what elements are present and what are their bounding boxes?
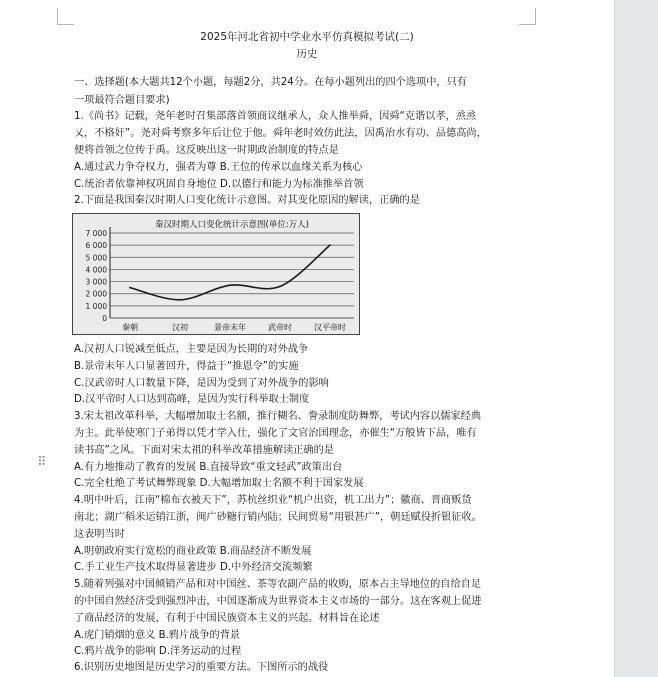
text-line: 5.随着列强对中国倾销产品和对中国丝、茶等农副产品的收购，原本占主导地位的自给自足 xyxy=(74,579,482,590)
text-line: 6.识别历史地图是历史学习的重要方法。下图所示的战役 xyxy=(74,662,329,673)
page-corner-marker xyxy=(57,8,74,25)
x-tick-label: 武帝时 xyxy=(268,323,292,332)
chart-title: 秦汉时期人口变化统计示意图(单位:万人) xyxy=(155,220,309,230)
option-line: B.景帝末年人口显著回升，得益于“推恩令”的实施 xyxy=(74,361,299,372)
option-line: A.虎门销烟的意义 B.鸦片战争的背景 xyxy=(74,630,241,641)
exam-title: 2025年河北省初中学业水平仿真模拟考试(二) xyxy=(200,31,414,43)
text-line: 乂，不格奸”。尧对舜考察多年后让位于他。舜年老时效仿此法，因禹治水有功、品德高尚， xyxy=(74,128,487,139)
y-tick-label: 5 000 xyxy=(85,253,107,263)
y-tick-label: 6 000 xyxy=(85,241,107,251)
text-line: 一、选择题(本大题共12个小题，每题2分，共24分。在每小题列出的四个选项中，只有 xyxy=(74,77,467,88)
y-tick-label: 3 000 xyxy=(85,277,107,287)
y-tick-label: 2 000 xyxy=(85,289,107,299)
option-line: C.汉武帝时人口数量下降，是因为受到了对外战争的影响 xyxy=(74,378,329,389)
option-line: C.鸦片战争的影响 D.洋务运动的过程 xyxy=(74,646,242,657)
data-point xyxy=(279,286,281,288)
y-tick-label: 1 000 xyxy=(85,301,107,311)
text-line: 了商品经济的发展，有利于中国民族资本主义的兴起。材料旨在论述 xyxy=(74,613,380,624)
text-line: 南北；湖广稻米运销江浙，闽广砂糖行销内陆；民间贸易“用银甚广”，朝廷赋役折银征收。 xyxy=(74,512,482,523)
page-corner-marker xyxy=(519,8,536,25)
y-tick-label: 7 000 xyxy=(85,229,107,238)
text-line: 这表明当时 xyxy=(74,529,125,540)
data-point xyxy=(129,287,131,289)
option-line: A.有力地推动了教育的发展 B.直接导致“重文轻武”政策出台 xyxy=(74,462,343,473)
option-line: A.明朝政府实行宽松的商业政策 B.商品经济不断发展 xyxy=(74,546,312,557)
text-line: 2.下面是我国秦汉时期人口变化统计示意图。对其变化原因的解读，正确的是 xyxy=(74,195,420,206)
population-line-chart xyxy=(72,213,360,335)
data-point xyxy=(329,244,331,246)
text-line: 为主。此举使寒门子弟得以凭才学入仕，强化了文官治国理念，亦催生“万般皆下品，唯有 xyxy=(74,428,477,439)
right-side-panel xyxy=(614,0,658,677)
x-tick-label: 汉初 xyxy=(172,323,188,332)
text-line: 4.明中叶后，江南“棉布衣被天下”，苏杭丝织业“机户出资，机工出力”；徽商、晋商贩货 xyxy=(74,495,472,506)
x-tick-label: 景帝末年 xyxy=(214,323,246,332)
option-line: C.手工业生产技术取得显著进步 D.中外经济交流频繁 xyxy=(74,562,313,573)
option-line: D.汉平帝时人口达到高峰，是因为实行科举取士制度 xyxy=(74,394,310,405)
text-line: 1.《尚书》记载，尧年老时召集部落首领商议继承人，众人推举舜，因舜“克谐以孝，烝烝 xyxy=(74,111,477,122)
drag-handle-icon[interactable]: ⠿ xyxy=(37,455,46,470)
text-line: 3.宋太祖改革科举，大幅增加取士名额，推行糊名、誊录制度防舞弊，考试内容以儒家经典 xyxy=(74,411,482,422)
option-line: C.完全杜绝了考试舞弊现象 D.大幅增加取士名额不利于国家发展 xyxy=(74,478,364,489)
x-tick-label: 汉平帝时 xyxy=(314,323,346,332)
exam-subject: 历史 xyxy=(296,48,318,60)
data-point xyxy=(229,284,231,286)
option-line: A.汉初人口锐减至低点，主要是因为长期的对外战争 xyxy=(74,344,309,355)
text-line: 的中国自然经济受到强烈冲击，中国逐渐成为世界资本主义市场的一部分。这在客观上促进 xyxy=(74,596,482,607)
x-tick-label: 秦朝 xyxy=(122,323,138,332)
text-line: 便将首领之位传于禹。这反映出这一时期政治制度的特点是 xyxy=(74,145,339,156)
y-tick-label: 4 000 xyxy=(85,265,107,275)
data-point xyxy=(179,299,181,301)
text-line: 一项最符合题目要求) xyxy=(74,95,170,106)
option-line: C.统治者依靠神权巩固自身地位 D.以德行和能力为标准推举首领 xyxy=(74,179,364,190)
chart-frame xyxy=(73,214,360,335)
y-tick-label: 0 xyxy=(102,314,107,323)
option-line: A.通过武力争夺权力，强者为尊 B.王位的传承以血缘关系为核心 xyxy=(74,162,363,173)
text-line: 读书高”之风。下面对宋太祖的科举改革措施解读正确的是 xyxy=(74,445,334,456)
